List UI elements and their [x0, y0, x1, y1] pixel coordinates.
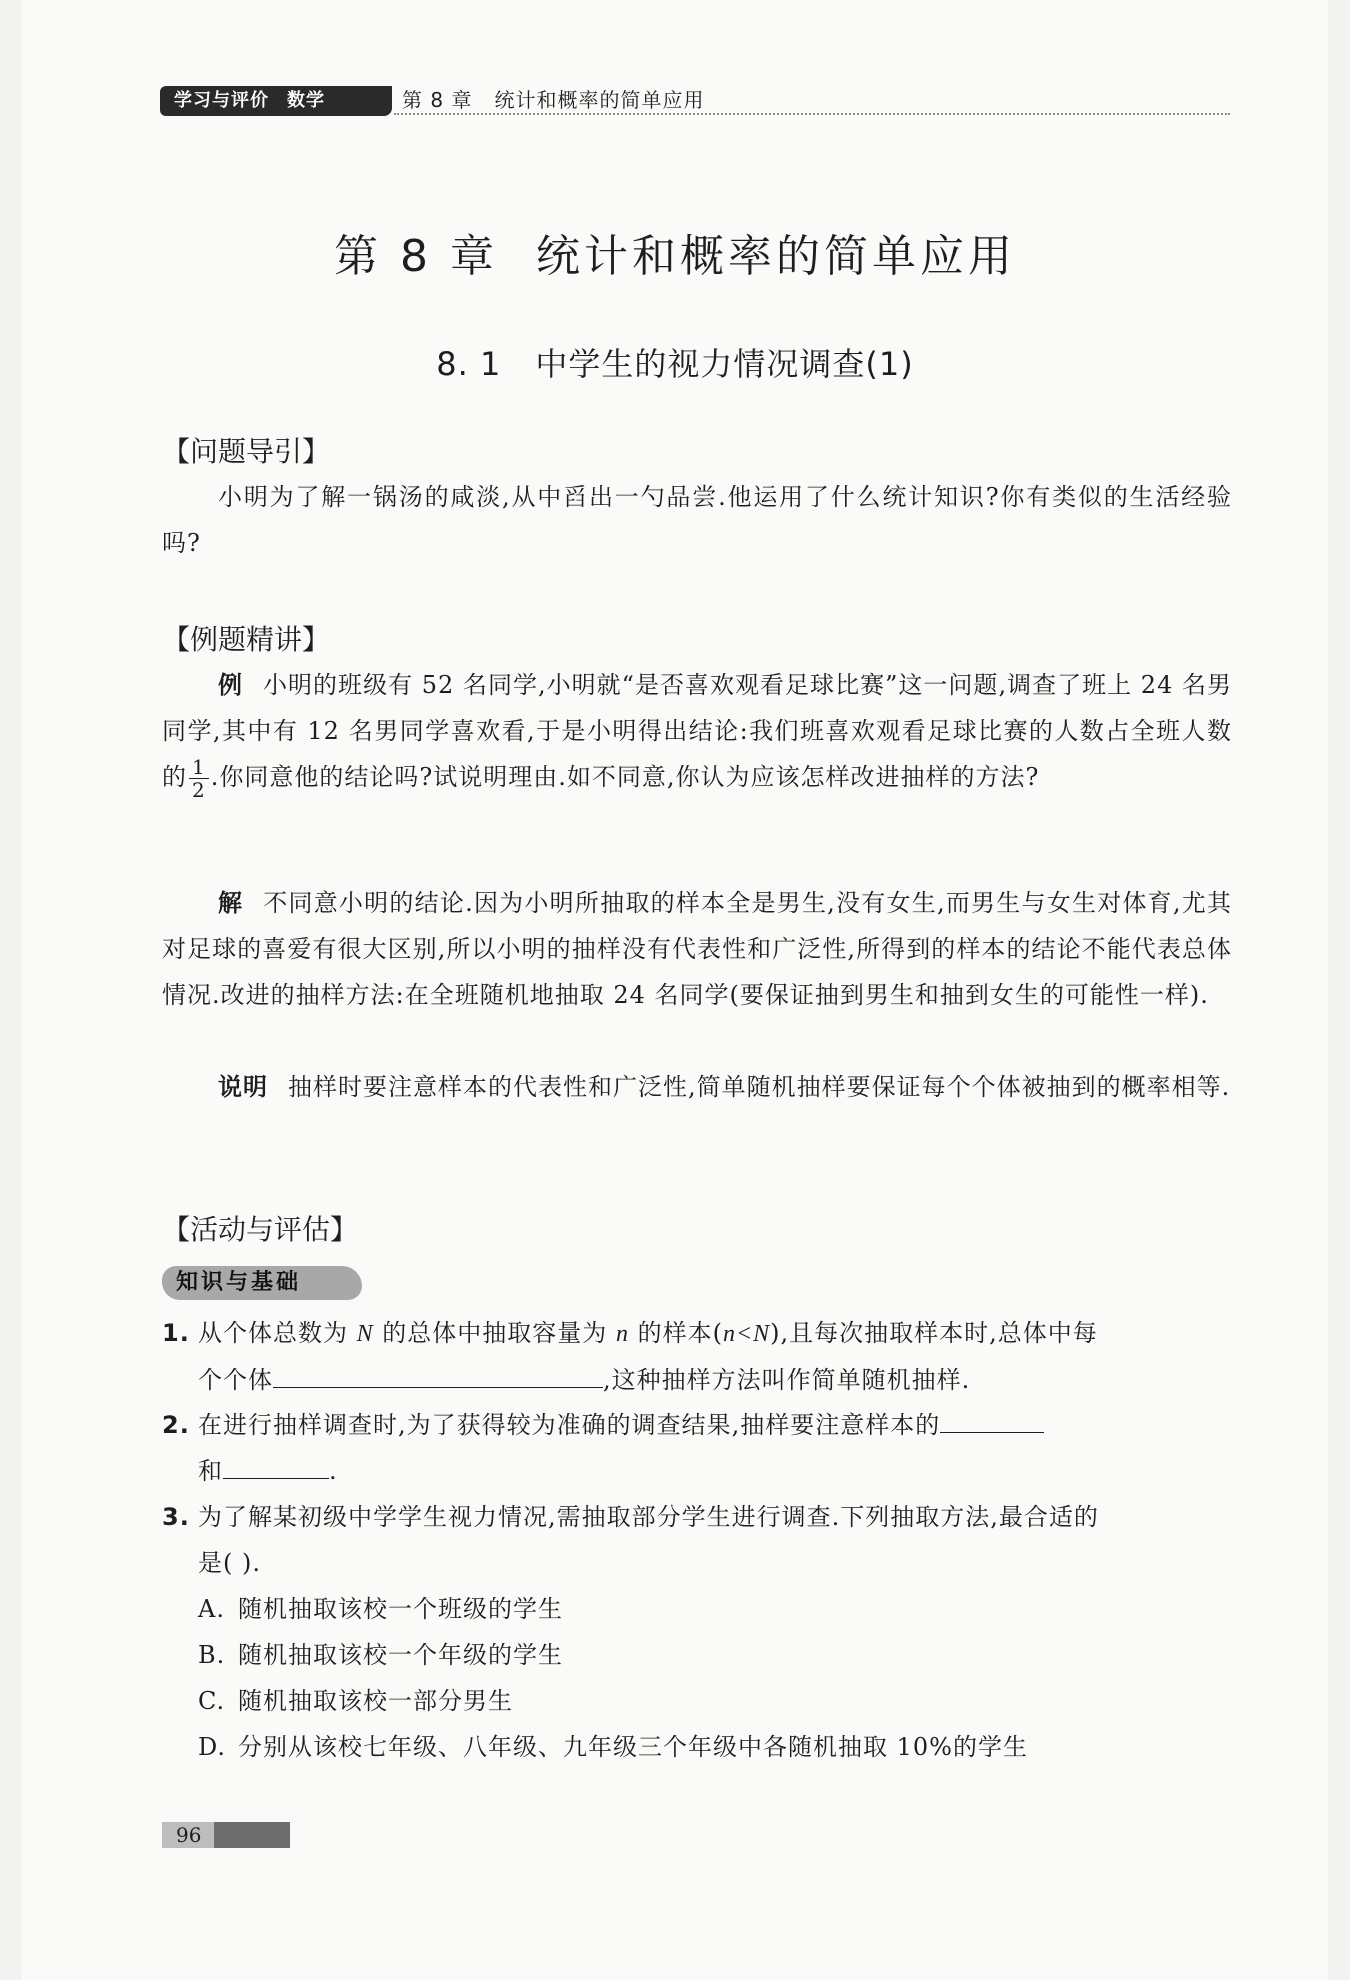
option-b[interactable] — [198, 1632, 563, 1678]
question-3 — [162, 1494, 1232, 1586]
example-text-b: .你同意他的结论吗?试说明理由.如不同意,你认为应该怎样改进抽样的方法? — [210, 763, 1040, 791]
activity-heading: 【活动与评估】 — [162, 1213, 359, 1246]
question-1-number: 1. — [162, 1319, 190, 1347]
question-2-text: 在进行抽样调查时,为了获得较为准确的调查结果,抽样要注意样本的 — [198, 1411, 941, 1439]
header-divider — [394, 113, 1230, 115]
textbook-page — [22, 0, 1328, 1980]
chapter-title-name: 统计和概率的简单应用 — [535, 231, 1016, 282]
example-note — [162, 1064, 1232, 1110]
guide-text: 小明为了解一锅汤的咸淡,从中舀出一勺品尝.他运用了什么统计知识?你有类似的生活经验吗? — [162, 483, 1232, 557]
question-1-line-2 — [162, 1357, 1232, 1403]
header-chapter-name: 统计和概率的简单应用 — [494, 88, 705, 112]
answer-blank-2b[interactable] — [223, 1448, 329, 1479]
header-chapter — [402, 84, 704, 116]
question-1 — [162, 1310, 1232, 1403]
answer-blank-1[interactable] — [273, 1357, 603, 1388]
answer-blank-2a[interactable] — [940, 1402, 1044, 1433]
fraction-denominator: 2 — [192, 778, 206, 802]
option-b-text: 随机抽取该校一个年级的学生 — [238, 1641, 563, 1669]
question-2 — [162, 1402, 1232, 1494]
example-text-a: 小明的班级有 52 名同学,小明就“是否喜欢观看足球比赛”这一问题,调查了班上 24 名男同学,其中有 12 名男同学喜欢看,于是小明得出结论:我们班喜欢观看足球比赛的人数占全班人数的 — [162, 671, 1232, 791]
option-c-text: 随机抽取该校一部分男生 — [238, 1687, 513, 1715]
example-problem — [162, 662, 1232, 801]
fraction-numerator: 1 — [189, 756, 209, 779]
header-chapter-no: 第 8 章 — [402, 88, 473, 112]
option-a[interactable] — [198, 1586, 563, 1632]
example-solution — [162, 880, 1232, 1018]
solution-label: 解 — [218, 889, 244, 917]
guide-heading: 【问题导引】 — [162, 435, 331, 468]
solution-text: 不同意小明的结论.因为小明所抽取的样本全是男生,没有女生,而男生与女生对体育,尤其对足球的喜爱有很大区别,所以小明的抽样没有代表性和广泛性,所得到的样本的结论不能代表总体情况.改进的抽样方法:在全班随机地抽取 24 名同学(要保证抽到男生和抽到女生的可能性一样). — [162, 889, 1233, 1009]
fraction-one-half — [189, 756, 209, 801]
chapter-title — [22, 220, 1328, 284]
var-n: n — [615, 1321, 629, 1347]
condition-n-lt-N: n<N — [722, 1321, 771, 1347]
question-2-line-2 — [162, 1448, 1232, 1494]
note-label: 说明 — [218, 1073, 268, 1101]
header-badge — [160, 86, 392, 116]
question-1-text-a: 从个体总数为 — [198, 1319, 348, 1347]
option-a-label: A. — [198, 1595, 225, 1623]
question-3-line-2: 是( ). — [198, 1549, 261, 1577]
option-b-label: B. — [198, 1641, 226, 1669]
option-a-text: 随机抽取该校一个班级的学生 — [238, 1595, 563, 1623]
section-title-no: 8. 1 — [436, 345, 502, 383]
option-d-label: D. — [198, 1733, 227, 1761]
question-1-line2-b: ,这种抽样方法叫作简单随机抽样. — [603, 1366, 971, 1394]
knowledge-basics-badge: 知识与基础 — [162, 1266, 362, 1300]
question-1-line2-a: 个个体 — [198, 1366, 273, 1394]
question-2-line2-a: 和 — [198, 1457, 223, 1485]
option-c-label: C. — [198, 1687, 226, 1715]
question-1-text-c: 的样本( — [637, 1319, 723, 1347]
option-d-text: 分别从该校七年级、八年级、九年级三个年级中各随机抽取 10%的学生 — [238, 1733, 1028, 1761]
section-title — [22, 339, 1328, 385]
section-title-name: 中学生的视力情况调查(1) — [535, 345, 914, 383]
note-text: 抽样时要注意样本的代表性和广泛性,简单随机抽样要保证每个个体被抽到的概率相等. — [288, 1073, 1231, 1101]
header-badge-subject: 数学 — [287, 90, 325, 111]
question-3-text: 为了解某初级中学学生视力情况,需抽取部分学生进行调查.下列抽取方法,最合适的 — [198, 1503, 1099, 1531]
question-1-text-d: ),且每次抽取样本时,总体中每 — [770, 1319, 1098, 1347]
option-c[interactable] — [198, 1678, 513, 1724]
example-label: 例 — [218, 671, 244, 699]
option-d[interactable] — [198, 1724, 1028, 1770]
var-N: N — [356, 1321, 374, 1347]
header-badge-book: 学习与评价 — [174, 90, 269, 111]
example-heading: 【例题精讲】 — [162, 623, 331, 656]
page-number: 96 — [162, 1822, 290, 1848]
chapter-title-no: 第 8 章 — [334, 231, 498, 282]
question-2-line2-b: . — [329, 1457, 338, 1485]
question-2-number: 2. — [162, 1411, 190, 1439]
question-3-number: 3. — [162, 1503, 190, 1531]
question-1-text-b: 的总体中抽取容量为 — [382, 1319, 608, 1347]
